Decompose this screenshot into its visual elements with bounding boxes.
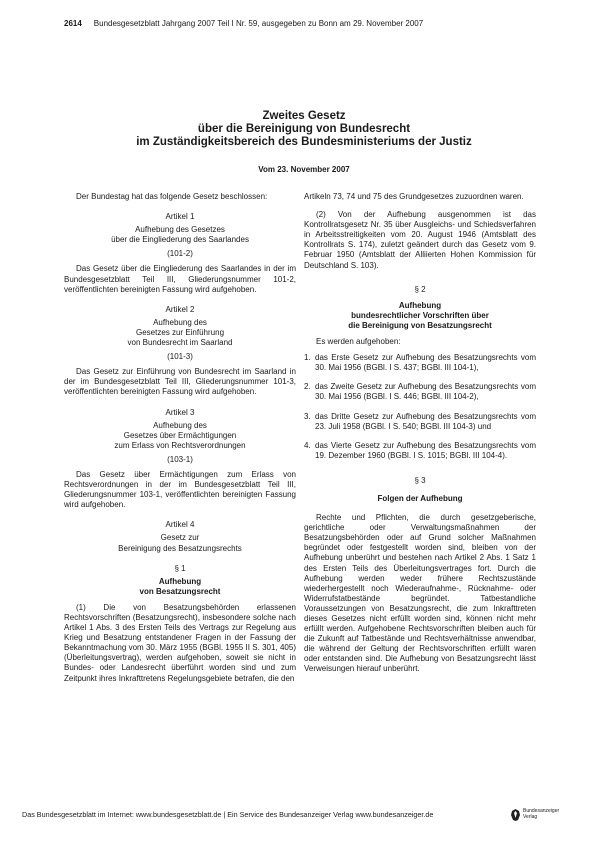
article-2-label: Artikel 2 <box>165 304 195 314</box>
title-line-3: im Zuständigkeitsbereich des Bundesministeriums der Justiz <box>136 136 472 148</box>
page-number: 2614 <box>64 19 82 28</box>
section-2-heading-3: die Bereinigung von Besatzungsrecht <box>348 320 492 330</box>
list-item: 4. das Vierte Gesetz zur Aufhebung des Besatzungsrechts vom 19. Dezember 1960 (BGBl. I S. 1015; BGBl. III 104-4). <box>304 440 536 460</box>
section-3-label: § 3 <box>414 475 426 485</box>
article-1-heading-2: über die Eingliederung des Saarlandes <box>111 235 249 245</box>
bundesanzeiger-logo <box>510 806 560 826</box>
title-line-2: über die Bereinigung von Bundesrecht <box>197 123 411 135</box>
logo-line-2: Verlag <box>523 814 538 820</box>
article-2-heading-2: Gesetzes zur Einführung <box>135 327 225 337</box>
article-2-heading-1: Aufhebung des <box>153 317 207 327</box>
running-title: Bundesgesetzblatt Jahrgang 2007 Teil I Nr. 59, ausgegeben zu Bonn am 29. November 2007 <box>93 19 424 28</box>
article-3-heading-2: Gesetzes über Ermächtigungen <box>123 430 237 440</box>
law-date: Vom 23. November 2007 <box>258 165 350 174</box>
article-4-heading-2: Bereinigung des Besatzungsrechts <box>118 543 242 553</box>
article-1-number: (101-2) <box>167 249 193 259</box>
article-4-heading-1: Gesetz zur <box>160 533 200 543</box>
section-1-text: (1) Die von Besatzungsbehörden erlassenen Rechtsvorschriften (Besatzungsrecht), insbesondere solche nach Artikel 1 Abs. 3 des Ersten Teils des Vertrags zur Regelung aus Krieg und Besatzung entstandener Fragen in der Fassung der Bekanntmachung vom 30. März 1955 (BGBl. 1955 II S. 301, 405) (Überleitungsvertrag), werden aufgehoben, soweit sie nicht in Bundes- oder Landesrecht überführt worden sind und zum Zeitpunkt ihres Inkrafttretens Regelungsgebiete betrafen, die den <box>64 602 296 683</box>
intro-text: Der Bundestag hat das folgende Gesetz beschlossen: <box>76 192 268 201</box>
article-2-heading-3: von Bundesrecht im Saarland <box>127 338 233 348</box>
section-2-intro: Es werden aufgehoben: <box>316 337 401 347</box>
article-3-label: Artikel 3 <box>165 407 195 417</box>
section-1-paragraph-2: (2) Von der Aufhebung ausgenommen ist das Kontrollratsgesetz Nr. 35 über Ausgleichs- und Schiedsverfahren in Arbeitsstreitigkeiten vom 20. August 1946 (Amtsblatt des Kontrollrats S. 174), zuletzt geändert durch das Gesetz vom 9. Februar 1950 (Amtsblatt der Alliierten Hohen Kommission für Deutschland S. 103). <box>304 210 536 270</box>
section-1-continuation: Artikeln 73, 74 und 75 des Grundgesetzes zuzuordnen waren. <box>304 192 524 201</box>
article-2-text: Das Gesetz zur Einführung von Bundesrecht im Saarland in der im Bundesgesetzblatt Teil III, Gliederungsnummer 101-3, veröffentlichten bereinigten Fassung wird aufgehoben. <box>64 367 296 397</box>
footer-text: Das Bundesgesetzblatt im Internet: www.bundesgesetzblatt.de | Ein Service des Bundesanzeiger Verlag www.bundesanzeiger.de <box>22 810 434 819</box>
section-1-label: § 1 <box>174 563 186 573</box>
article-3-heading-1: Aufhebung des <box>153 420 207 430</box>
law-title <box>64 110 544 149</box>
article-1-heading-1: Aufhebung des Gesetzes <box>135 225 225 235</box>
section-2-heading-1: Aufhebung <box>398 300 442 310</box>
section-2-label: § 2 <box>414 284 426 294</box>
article-1-text: Das Gesetz über die Eingliederung des Saarlandes in der im Bundesgesetzblatt Teil III, Gliederungsnummer 101-2, veröffentlichten bereinigten Fassung wird aufgehoben. <box>64 264 296 294</box>
section-3-text: Rechte und Pflichten, die durch gesetzgeberische, gerichtliche oder Verwaltungsmaßnahmen der Besatzungsbehörden oder auf Grund solcher Maßnahmen begründet oder festgestellt worden sind, bleiben von der Aufhebung unberührt und bestehen nach Artikel 2 Abs. 1 Satz 1 des Ersten Teils des Überleitungsvertrages fort. Durch die Aufhebung werden weder frühere Rechtszustände wiederhergestellt noch Wiederaufnahme-, Rücknahme- oder Widerrufstatbestände begründet. Tatbestandliche Voraussetzungen von Besatzungsrecht, die zum Inkrafttreten dieses Gesetzes nicht erfüllt worden sind, können nicht mehr erfüllt werden. Aufgehobene Rechtsvorschriften bleiben auch für die Zukunft auf Tatbestände und Rechtsverhältnisse anwendbar, die während der Geltung der Rechtsvorschriften erfüllt waren oder entstanden sind. Die Aufhebung von Besatzungsrecht lässt Verweisungen hierauf unberührt. <box>304 513 536 674</box>
list-item: 3. das Dritte Gesetz zur Aufhebung des Besatzungsrechts vom 23. Juli 1958 (BGBl. I S. 540; BGBl. III 104-3) und <box>304 411 536 431</box>
article-4-label: Artikel 4 <box>165 520 195 530</box>
list-item: 2. das Zweite Gesetz zur Aufhebung des Besatzungsrechts vom 30. Mai 1956 (BGBl. I S. 446; BGBl. III 104-2), <box>304 382 536 402</box>
section-2-heading-2: bundesrechtlicher Vorschriften über <box>351 310 489 320</box>
title-line-1: Zweites Gesetz <box>262 110 346 122</box>
left-column <box>64 192 296 692</box>
article-3-text: Das Gesetz über Ermächtigungen zum Erlass von Rechtsverordnungen in der im Bundesgesetzblatt Teil III, Gliederungsnummer 103-1, veröffentlichten bereinigten Fassung wird aufgehoben. <box>64 469 296 510</box>
running-header <box>64 19 544 28</box>
article-1-label: Artikel 1 <box>165 212 195 222</box>
right-column <box>304 192 536 683</box>
section-1-heading-1: Aufhebung <box>158 576 202 586</box>
logo-line-1: Bundesanzeiger <box>523 808 560 814</box>
article-3-number: (103-1) <box>167 454 193 464</box>
section-3-heading: Folgen der Aufhebung <box>377 493 463 503</box>
article-2-number: (101-3) <box>167 352 193 362</box>
section-1-heading-2: von Besatzungsrecht <box>139 586 221 596</box>
list-item: 1. das Erste Gesetz zur Aufhebung des Besatzungsrechts vom 30. Mai 1956 (BGBl. I S. 437; BGBl. III 104-1), <box>304 353 536 373</box>
article-3-heading-3: zum Erlass von Rechtsverordnungen <box>114 440 246 450</box>
eagle-icon <box>510 808 521 822</box>
repeal-list <box>304 353 536 461</box>
